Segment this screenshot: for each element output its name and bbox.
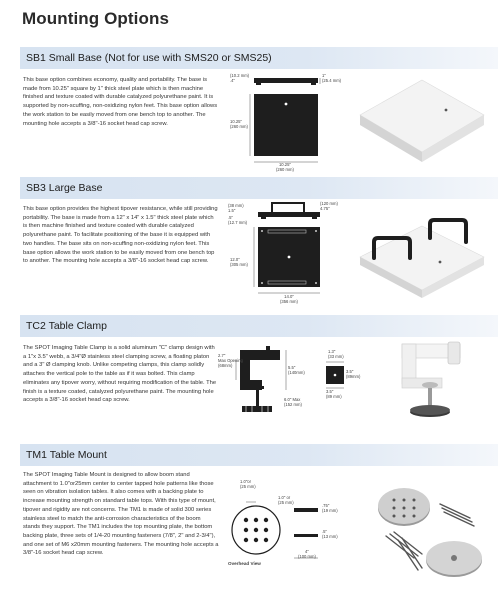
dim-top-left-2: .5" (12.7 mm)	[228, 215, 248, 225]
dim-side: 10.25" (260 mm)	[230, 119, 248, 129]
dim-height: 5.5" (140mm)	[288, 365, 305, 375]
dim-bottom: 14.0" (356 mm)	[280, 294, 298, 304]
page-title: Mounting Options	[22, 9, 170, 28]
dim-right-2: .5" (13 mm)	[322, 529, 338, 539]
dim-opening: 2.7" Max Opening (68mm)	[218, 353, 243, 368]
dim-top-right: (120 mm) 4.75"	[320, 201, 338, 211]
dim-top-left: (10.2 mm) .4"	[230, 73, 250, 83]
section-body-sb3: This base option provides the highest tipover resistance, while still providing portability. The base is made from a 12" x 14" x 1.5" thick steel plate which is then machine finished and texture coated with durable catalyzed polyurethane paint. To facilitate positioning of the base it is equipped with two handles. The base sits on non-scuffing non-oxidizing nylon feet. This base option allows the work station to be easily moved from one bench top to another. The mounting hole accepts a 3/8"-16 socket head cap screw.	[23, 206, 218, 265]
dim-top-right: 1" (25.4 mm)	[322, 73, 342, 83]
section-heading-sb3: SB3 Large Base	[20, 177, 498, 199]
section-body-sb1: This base option combines economy, quality and portability. The base is made from 10.25" square by 1" thick steel plate which is then machine finished and texture coated with durable catalyzed polyurethane paint. It is supported by non-scuffing, non-oxidizing nylon feet. This base option allows the work station to be easily moved from one bench top to another. The mounting hole accepts a 3/8"-16 socket head cap screw.	[23, 77, 218, 127]
dim-top-left: (38 mm) 1.5"	[228, 203, 244, 213]
dim-square-bottom: 3.5" (89 mm)	[326, 389, 342, 399]
dim-right-1: .75" (19 mm)	[322, 503, 338, 513]
dim-side: 12.0" (305 mm)	[230, 257, 248, 267]
section-body-tc2: The SPOT Imaging Table Clamp is a solid aluminum "C" clamp design with a 1"x 3.5" webb, a 3/4"Ø stainless steel clamping screw, a floating platon and a 3" Ø clamping knob. Unlike competing clamps, this clamp solidly attaches the vertical pole to the table as if it was bolted. This clamp eliminates any tipover worry, without requiring modification of the table. The finish is a texture coated, catalyzed polyurethane paint. The mounting hole accepts a 3/8"-16 socket head cap screw.	[23, 345, 217, 404]
dim-square-top: 1.3" (33 mm)	[328, 349, 344, 359]
tc2-diagram	[218, 342, 361, 432]
tm1-diagram	[222, 474, 358, 584]
dim-max: 6.0" Max (152 mm)	[284, 397, 302, 407]
dim-bottom: 4" (100 mm)	[298, 549, 316, 559]
dim-bottom: 10.25" (260 mm)	[276, 162, 294, 172]
section-body-tm1: The SPOT Imaging Table Mount is designed to allow boom stand attachment to 1.0"or25mm center to center tapped hole patterns like those seen on vibration isolation tables. It also comes with a backing plate to increase mounting strength on standard table tops. With this type of mount, tipover and rigidity are not concerns. The TM1 is made of solid 300 series stainless steel to match the anti-corrosion characteristics of the boom stands they support. The TM1 includes the top mounting plate, the bottom backing plate, three sets of 1/4-20 mounting fasteners (7/8", 2" and 2-3/4"), and one set of M6 x20mm mounting fasteners. The mounting hole accepts a 3/8"-16 socket head cap screw.	[23, 472, 219, 557]
section-heading-tm1: TM1 Table Mount	[20, 444, 498, 466]
sb1-photo	[352, 70, 492, 180]
tc2-photo	[372, 338, 492, 438]
dim-top: 1.0"or (25 mm)	[240, 479, 256, 489]
sb1-diagram	[228, 72, 342, 172]
tm1-photo	[362, 478, 494, 588]
sb3-photo	[352, 202, 492, 307]
overhead-view-label: Overhead View	[228, 561, 261, 566]
dim-square-side: 3.5" (89mm)	[346, 369, 361, 379]
section-heading-sb1: SB1 Small Base (Not for use with SMS20 or SMS25)	[20, 47, 498, 69]
section-heading-tc2: TC2 Table Clamp	[20, 315, 498, 337]
sb3-diagram	[228, 200, 340, 310]
dim-top-2: 1.0" or (25 mm)	[278, 495, 294, 505]
